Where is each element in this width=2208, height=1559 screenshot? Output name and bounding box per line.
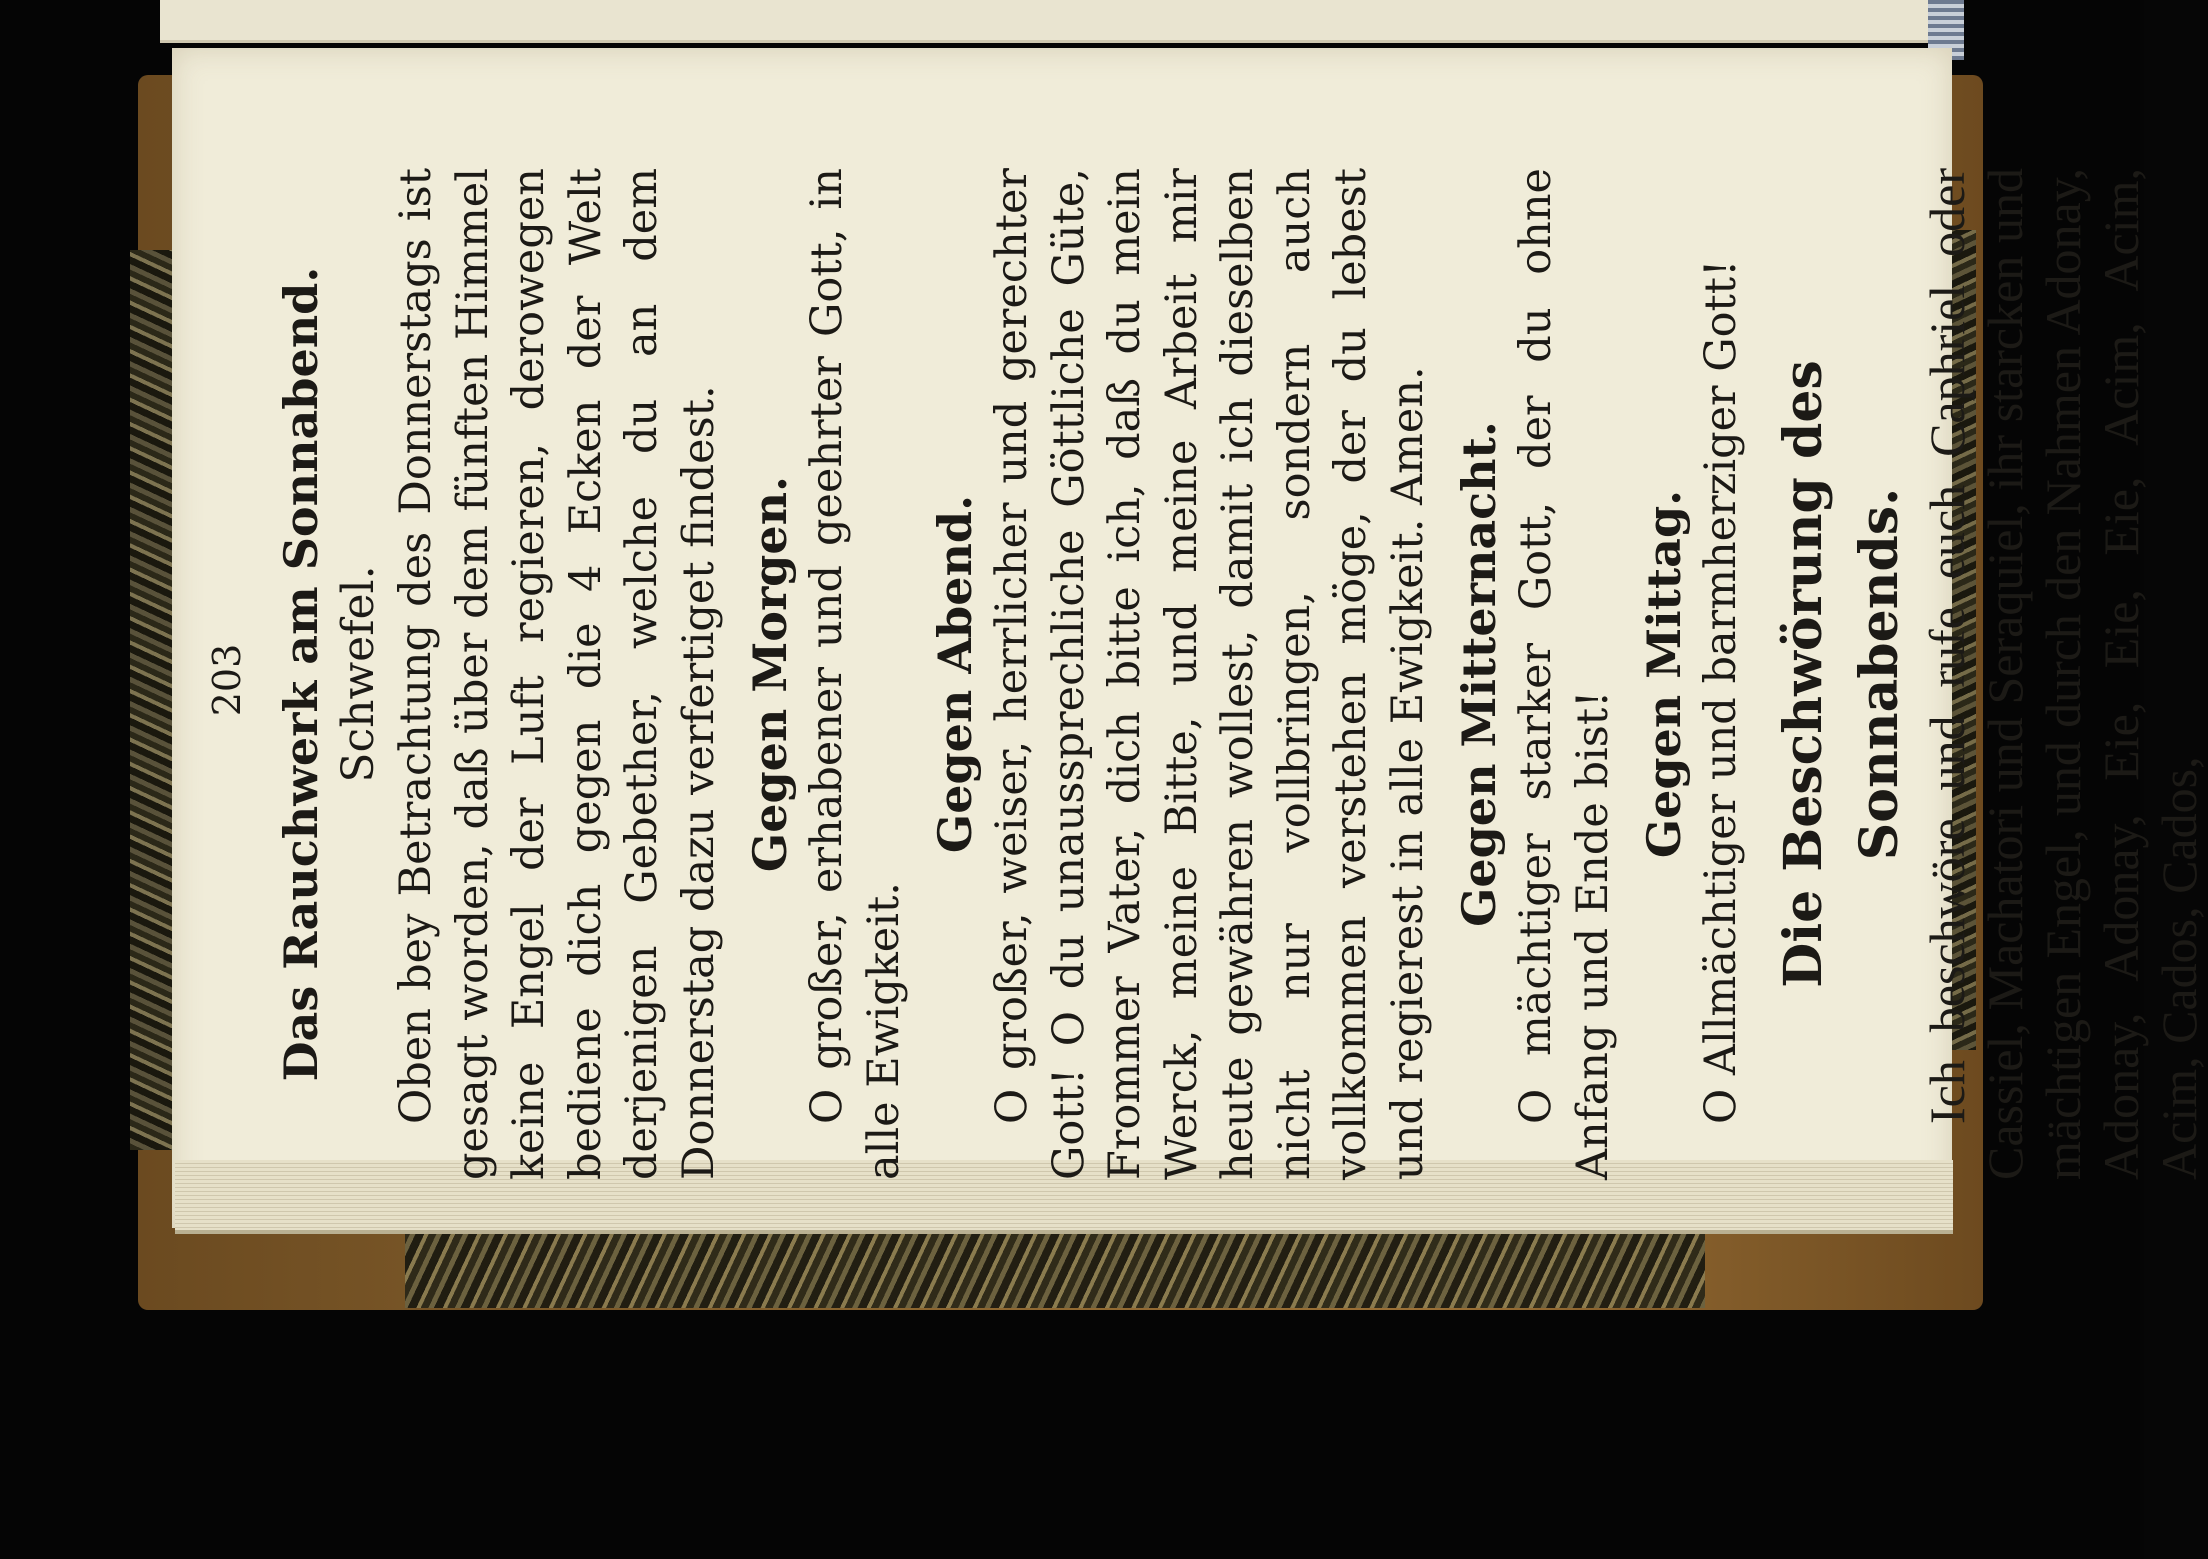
paragraph-intro: Oben bey Betrachtung des Donnerstags ist gesagt worden, daß über dem fünften Himmel keine Engel der Luft regieren, derowegen bediene dich gegen die 4 Ecken der Welt derjenigen Gebether, welche du an dem Donnerstag dazu verfertiget findest.: [391, 168, 724, 1180]
page-body: [272, 168, 2208, 1180]
paragraph-beschwoerung: Ich beschwöre und rufe euch Caphriel oder Cassiel, Machatori und Seraquiel, ihr starcken und mächtigen Engel, und durch den Nahmen Adonay, Adonay, Adonay, Eie, Eie, Eie, Acim, Acim, Acim, Cados, Cados,: [1918, 168, 2207, 1180]
heading-gegen-mitternacht: Gegen Mitternacht.: [1452, 421, 1506, 927]
spacer: [912, 168, 926, 1180]
page-text-rotated: [177, 140, 2207, 1220]
page-number: 203: [205, 643, 249, 717]
marbled-board-bottom: [405, 1228, 1705, 1308]
heading-gegen-mittag: Gegen Mittag.: [1637, 489, 1691, 859]
spacer: [727, 168, 741, 1180]
subheading-schwefel: Schwefel.: [333, 565, 384, 783]
spacer: [1436, 168, 1450, 1180]
heading-gegen-abend: Gegen Abend.: [928, 494, 982, 854]
paragraph-abend: O großer, weiser, herrlicher und gerechter Gott! O du unaussprechliche Göttliche Güte, Frommer Vater, dich bitte ich, daß du mein Werck, meine Bitte, und meine Arbeit mir heute gewähren wollest, damit ich dieselben nicht nur vollbringen, sondern auch vollkommen verstehen möge, der du lebest und regierest in alle Ewigkeit. Amen.: [987, 168, 1433, 1180]
spacer: [1621, 168, 1635, 1180]
heading-rauchwerk: Das Rauchwerk am Sonnabend.: [274, 266, 328, 1082]
marbled-board-left: [130, 250, 178, 1150]
heading-beschwoerung: Die Beschwörung des Sonnabends.: [1772, 360, 1910, 988]
facing-page-edge: [160, 0, 1960, 43]
paragraph-morgen: O großer, erhabener und geehrter Gott, in alle Ewigkeit.: [802, 168, 909, 1180]
paragraph-mitternacht: O mächtiger starker Gott, der du ohne Anfang und Ende bist!: [1511, 168, 1618, 1180]
paragraph-mittag: O Allmächtiger und barmherziger Gott!: [1696, 259, 1746, 1124]
heading-gegen-morgen: Gegen Morgen.: [743, 475, 797, 873]
